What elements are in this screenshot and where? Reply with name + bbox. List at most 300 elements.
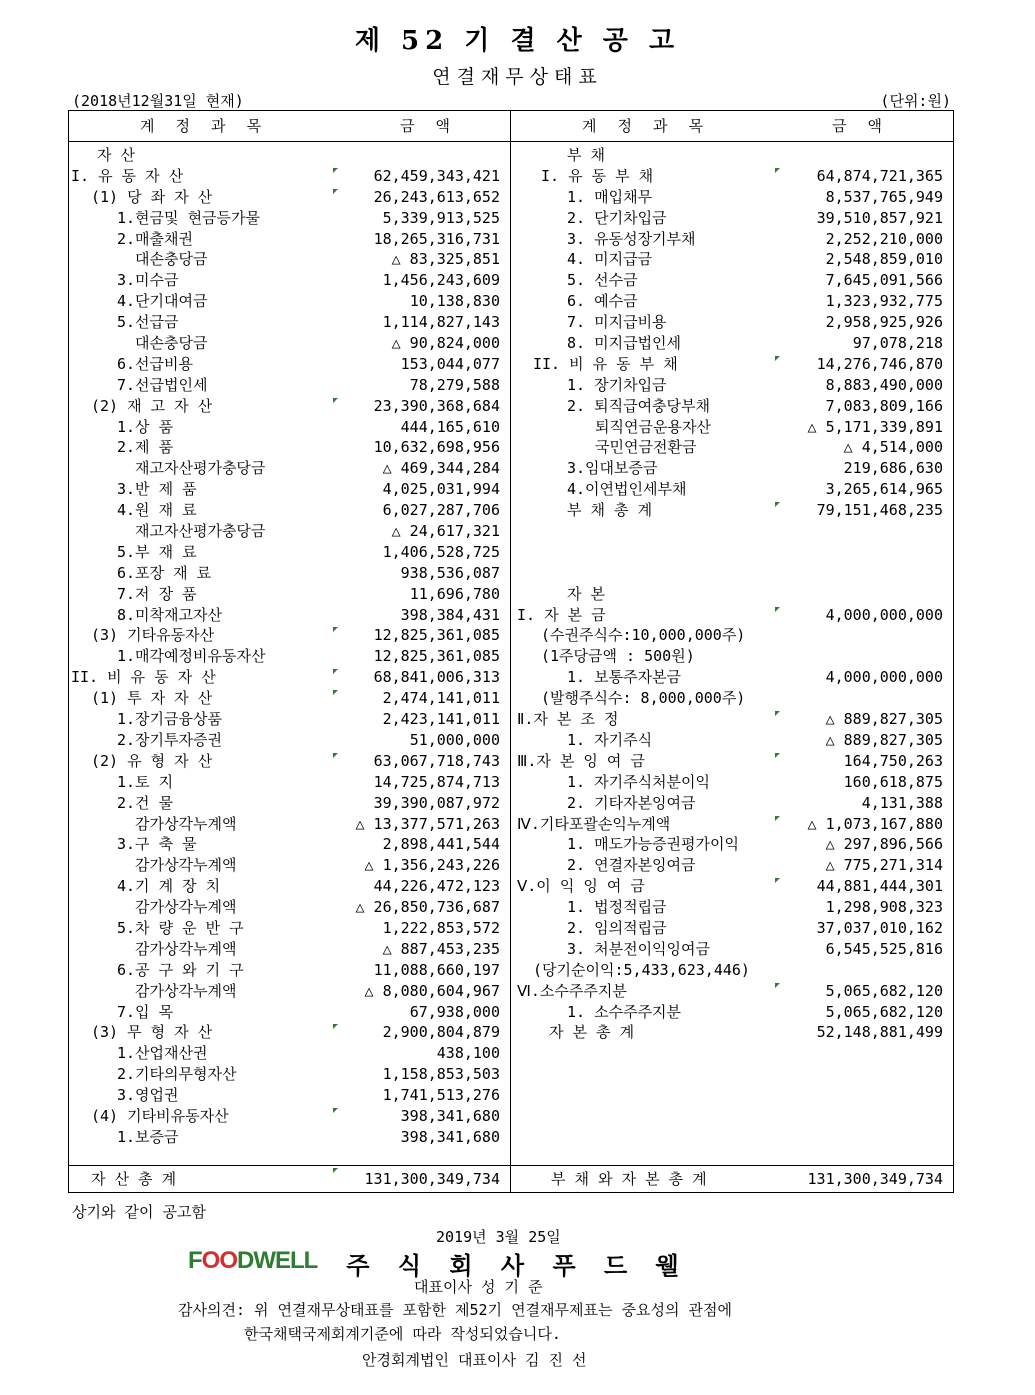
right-amount: 219,686,630 [843,459,943,478]
right-row [511,646,953,667]
right-row [511,542,953,563]
left-account-label: 2.매출채권 [117,229,194,248]
right-row [511,187,953,208]
right-account-label: 1. 자기주식처분이익 [567,772,711,791]
left-amount: △ 1,356,243,226 [364,856,500,875]
right-amount: △ 297,896,566 [825,835,943,854]
left-amount: △ 887,453,235 [382,939,500,958]
right-amount: △ 1,073,167,880 [807,814,943,833]
left-account-label: 7.선급법인세 [117,375,208,394]
right-account-label: 7. 미지급비용 [567,313,667,332]
left-row [69,208,510,229]
currency-unit: (단위:원) [880,92,951,110]
left-row [69,437,510,458]
left-account-label: 8.미착재고자산 [117,605,223,624]
right-amount: 2,548,859,010 [825,250,943,269]
left-amount: 12,825,361,085 [373,647,500,666]
left-row [69,939,510,960]
total-liabilities-equity-row [511,1166,954,1193]
right-row [511,396,953,417]
left-amount: 6,027,287,706 [382,501,500,520]
right-amount: 7,645,091,566 [825,271,943,290]
right-account-label: I. 유 동 부 채 [541,166,654,185]
left-row [69,625,510,646]
right-account-label: 국민연금전환금 [595,438,697,457]
left-account-label: 대손충당금 [135,334,208,353]
right-account-label: 1. 장기차입금 [567,375,667,394]
right-row [511,417,953,438]
left-amount: △ 13,377,571,263 [355,814,500,833]
left-row [69,1064,510,1085]
right-account-label: Ⅱ.자 본 조 정 [517,710,619,729]
left-account-label: (1) 투 자 자 산 [91,689,213,708]
right-row [511,1022,953,1043]
left-row [69,1043,510,1064]
right-account-label: 3.임대보증금 [567,459,658,478]
left-account-label: 7.저 장 품 [117,584,197,603]
right-amount: 4,131,388 [861,793,943,812]
left-row [69,981,510,1002]
company-logo: FOODWELL [188,1247,318,1274]
left-amount: △ 24,617,321 [391,522,500,541]
left-account-label: 2.제 품 [117,438,174,457]
right-account-label: I. 자 본 금 [517,605,606,624]
left-row [69,166,510,187]
left-row [69,646,510,667]
left-amount: 153,044,077 [400,354,500,373]
right-amount: 64,874,721,365 [816,166,943,185]
left-amount: 4,025,031,994 [382,480,500,499]
right-account-label: Ⅵ.소수주주지분 [517,981,627,1000]
left-account-label: 감가상각누계액 [135,898,237,917]
left-account-label: 5.선급금 [117,313,179,332]
right-account-label: Ⅲ.자 본 잉 여 금 [517,751,645,770]
left-account-label: 7.입 목 [117,1002,174,1021]
right-row [511,625,953,646]
right-amount: △ 4,514,000 [843,438,943,457]
right-row [511,876,953,897]
left-account-label: 2.건 물 [117,793,174,812]
right-row [511,605,953,626]
left-row [69,479,510,500]
left-amount: 444,165,610 [400,417,500,436]
right-amount: 44,881,444,301 [816,877,943,896]
right-account-label: 5. 선수금 [567,271,638,290]
right-account-label: 2. 연결자본잉여금 [567,856,696,875]
right-row [511,814,953,835]
right-account-label: Ⅴ.이 익 잉 여 금 [517,877,645,896]
right-row [511,500,953,521]
left-amount: 5,339,913,525 [382,208,500,227]
right-account-label: 2. 기타자본잉여금 [567,793,696,812]
mark-icon [775,753,780,758]
left-row [69,563,510,584]
right-account-label: 부 채 총 계 [567,501,653,520]
right-amount: 8,883,490,000 [825,375,943,394]
right-account-label: 1. 소수주주지분 [567,1002,682,1021]
right-amount: 164,750,263 [843,751,943,770]
left-amount: 62,459,343,421 [373,166,500,185]
right-account-label: 자 본 총 계 [549,1023,635,1042]
right-account-label: 1. 자기주식 [567,730,653,749]
right-amount: 5,065,682,120 [825,1002,943,1021]
right-account-label: II. 비 유 동 부 채 [533,354,678,373]
left-row [69,291,510,312]
right-row [511,354,953,375]
right-row [511,688,953,709]
auditor-name: 안경회계법인 대표이사 김 진 선 [362,1351,587,1369]
left-amount: 68,841,006,313 [373,668,500,687]
right-row [511,834,953,855]
left-row [69,730,510,751]
left-row [69,855,510,876]
mark-icon [333,690,338,695]
right-account-label: 3. 유동성장기부채 [567,229,696,248]
left-amount: 2,900,804,879 [382,1023,500,1042]
left-account-label: 4.단기대여금 [117,292,208,311]
right-row [511,939,953,960]
right-row [511,855,953,876]
left-account-label: 감가상각누계액 [135,814,237,833]
right-row [511,563,953,584]
left-account-label: (3) 기타유동자산 [91,626,215,645]
right-account-label: 1. 보통주자본금 [567,668,682,687]
left-row [69,667,510,688]
left-amount: 10,138,830 [409,292,500,311]
left-account-label: 재고자산평가충당금 [135,522,266,541]
right-account-header: 계 정 과 목 [582,117,710,135]
left-account-label: 1.보증금 [117,1127,179,1146]
right-amount: 7,083,809,166 [825,396,943,415]
right-amount: 37,037,010,162 [816,918,943,937]
right-account-label: (당기순이익:5,433,623,446) [533,960,750,979]
right-account-label: (발행주식수: 8,000,000주) [541,689,746,708]
left-account-header: 계 정 과 목 [140,117,268,135]
left-amount: 2,898,441,544 [382,835,500,854]
left-row [69,354,510,375]
right-row [511,981,953,1002]
right-account-label: 2. 단기차입금 [567,208,667,227]
left-account-label: 4.원 재 료 [117,501,197,520]
right-row [511,751,953,772]
left-amount: 1,741,513,276 [382,1086,500,1105]
right-amount: △ 5,171,339,891 [807,417,943,436]
right-amount: 14,276,746,870 [816,354,943,373]
right-account-label: (수권주식수:10,000,000주) [541,626,746,645]
left-amount: 23,390,368,684 [373,396,500,415]
left-amount: 26,243,613,652 [373,187,500,206]
left-account-label: 4.기 계 장 치 [117,877,221,896]
mark-icon [333,753,338,758]
left-amount: △ 90,824,000 [391,334,500,353]
audit-opinion-line-2: 한국채택국제회계기준에 따라 작성되었습니다. [244,1325,561,1343]
report-subtitle: 연결재무상태표 [432,66,603,88]
left-account-label: (3) 무 형 자 산 [91,1023,213,1042]
left-row [69,500,510,521]
left-amount: 1,158,853,503 [382,1065,500,1084]
right-account-label: 2. 임의적립금 [567,918,667,937]
right-row [511,270,953,291]
left-amount: 67,938,000 [409,1002,500,1021]
total-liabilities-equity-label: 부 채 와 자 본 총 계 [551,1170,707,1188]
left-account-label: (2) 재 고 자 산 [91,396,213,415]
right-amount: 4,000,000,000 [825,668,943,687]
left-account-label: 5.차 량 운 반 구 [117,918,244,937]
left-account-label: 3.영업권 [117,1086,179,1105]
right-account-label: 4.이연법인세부채 [567,480,687,499]
left-row [69,584,510,605]
left-account-label: II. 비 유 동 자 산 [71,668,216,687]
left-row [69,897,510,918]
notice-text: 상기와 같이 공고함 [72,1203,206,1221]
right-amount: 1,323,932,775 [825,292,943,311]
right-row [511,145,953,166]
right-header [511,111,954,142]
mark-icon [333,1108,338,1113]
mark-icon [775,711,780,716]
left-row [69,1002,510,1023]
left-account-label: 6.선급비용 [117,354,194,373]
right-row [511,333,953,354]
right-row [511,291,953,312]
left-account-label: 5.부 재 료 [117,542,197,561]
left-amount: 63,067,718,743 [373,751,500,770]
left-amount: 14,725,874,713 [373,772,500,791]
right-row [511,667,953,688]
mark-icon [775,816,780,821]
left-row [69,1106,510,1127]
right-row [511,793,953,814]
left-row [69,270,510,291]
right-account-label: 1. 매입채무 [567,187,653,206]
left-amount: 18,265,316,731 [373,229,500,248]
right-amount: 2,252,210,000 [825,229,943,248]
right-amount: 79,151,468,235 [816,501,943,520]
left-account-label: 자 산 [97,146,136,164]
company-name: 주 식 회 사 푸 드 웰 [346,1251,689,1280]
right-account-label: Ⅳ.기타포괄손익누계액 [517,814,671,833]
left-row [69,1022,510,1043]
left-amount: 1,456,243,609 [382,271,500,290]
left-account-label: 6.공 구 와 기 구 [117,960,244,979]
right-amount: △ 775,271,314 [825,856,943,875]
left-amount: 2,423,141,011 [382,710,500,729]
left-amount: 78,279,588 [409,375,500,394]
left-account-label: 6.포장 재 료 [117,563,212,582]
left-amount: 51,000,000 [409,730,500,749]
left-row [69,876,510,897]
total-assets-label: 자 산 총 계 [91,1170,177,1188]
left-amount: 398,384,431 [400,605,500,624]
right-row [511,249,953,270]
left-account-label: 1.산업재산권 [117,1044,208,1063]
left-row [69,375,510,396]
right-row [511,208,953,229]
left-row [69,751,510,772]
left-account-label: 3.반 제 품 [117,480,197,499]
right-amount: 8,537,765,949 [825,187,943,206]
left-row [69,918,510,939]
left-amount: 1,114,827,143 [382,313,500,332]
right-amount: 39,510,857,921 [816,208,943,227]
as-of-date: (2018년12월31일 현재) [72,92,244,110]
left-amount: 398,341,680 [400,1106,500,1125]
report-title: 제 52 기 결 산 공 고 [354,26,681,56]
left-account-label: 1.현금및 현금등가물 [117,208,261,227]
left-amount: 11,088,660,197 [373,960,500,979]
right-row [511,584,953,605]
total-liabilities-equity-value: 131,300,349,734 [807,1170,943,1188]
left-amount: △ 469,344,284 [382,459,500,478]
right-row [511,960,953,981]
right-amount: 3,265,614,965 [825,480,943,499]
left-row [69,814,510,835]
left-account-label: 감가상각누계액 [135,939,237,958]
mark-icon [333,168,338,173]
left-row [69,417,510,438]
left-account-label: 3.미수금 [117,271,179,290]
ceo-name: 대표이사 성 기 준 [414,1278,543,1296]
left-row [69,1127,510,1148]
right-row [511,521,953,542]
left-account-label: 1.장기금융상품 [117,710,223,729]
left-account-label: 재고자산평가충당금 [135,459,266,478]
right-amount: 2,958,925,926 [825,313,943,332]
left-amount: △ 83,325,851 [391,250,500,269]
left-amount: 1,406,528,725 [382,542,500,561]
left-account-label: I. 유 동 자 산 [71,166,184,185]
right-row [511,772,953,793]
left-amount: 39,390,087,972 [373,793,500,812]
right-row [511,709,953,730]
left-amount-header: 금 액 [400,117,457,135]
mark-icon [333,627,338,632]
left-account-label: 1.토 지 [117,772,174,791]
left-row [69,249,510,270]
mark-icon [775,356,780,361]
assets-column [69,142,511,1166]
left-account-label: (1) 당 좌 자 산 [91,187,213,206]
mark-icon [775,168,780,173]
right-row [511,479,953,500]
right-account-label: 1. 법정적립금 [567,898,667,917]
right-row [511,897,953,918]
left-amount: 11,696,780 [409,584,500,603]
left-row [69,772,510,793]
right-amount: △ 889,827,305 [825,710,943,729]
left-amount: 398,341,680 [400,1127,500,1146]
mark-icon [333,1168,338,1173]
right-row [511,166,953,187]
left-account-label: 3.구 축 물 [117,835,197,854]
right-row [511,730,953,751]
right-row [511,229,953,250]
left-account-label: (4) 기타비유동자산 [91,1106,229,1125]
left-amount: △ 8,080,604,967 [364,981,500,1000]
right-account-label: 4. 미지급금 [567,250,653,269]
left-account-label: 1.상 품 [117,417,174,436]
left-amount: 1,222,853,572 [382,918,500,937]
left-row [69,145,510,166]
left-amount: 44,226,472,123 [373,877,500,896]
mark-icon [775,607,780,612]
right-account-label: 8. 미지급법인세 [567,334,682,353]
mark-icon [775,502,780,507]
right-row [511,375,953,396]
left-amount: 12,825,361,085 [373,626,500,645]
left-row [69,793,510,814]
right-account-label: 6. 예수금 [567,292,638,311]
left-amount: 10,632,698,956 [373,438,500,457]
left-row [69,834,510,855]
left-row [69,960,510,981]
left-account-label: 1.매각예정비유동자산 [117,647,266,666]
left-row [69,605,510,626]
left-row [69,542,510,563]
right-row [511,312,953,333]
left-amount: △ 26,850,736,687 [355,898,500,917]
mark-icon [775,983,780,988]
mark-icon [775,878,780,883]
mark-icon [333,189,338,194]
left-row [69,333,510,354]
right-amount: △ 889,827,305 [825,730,943,749]
mark-icon [333,1024,338,1029]
right-amount-header: 금 액 [832,117,889,135]
left-account-label: 2.기타의무형자산 [117,1065,237,1084]
notice-date: 2019년 3월 25일 [436,1228,561,1246]
left-amount: 2,474,141,011 [382,689,500,708]
mark-icon [333,398,338,403]
right-amount: 4,000,000,000 [825,605,943,624]
right-account-label: 2. 퇴직급여충당부채 [567,396,711,415]
right-amount: 97,078,218 [852,334,943,353]
right-account-label: 자 본 [567,584,606,603]
right-account-label: (1주당금액 : 500원) [541,647,695,666]
right-row [511,458,953,479]
right-row [511,918,953,939]
left-row [69,187,510,208]
balance-sheet-table [68,110,954,1193]
left-row [69,229,510,250]
right-row [511,437,953,458]
left-amount: 438,100 [436,1044,500,1063]
left-account-label: 감가상각누계액 [135,856,237,875]
liabilities-equity-column [511,142,954,1166]
right-account-label: 부 채 [567,146,606,164]
right-amount: 52,148,881,499 [816,1023,943,1042]
right-amount: 1,298,908,323 [825,898,943,917]
left-header [69,111,511,142]
left-row [69,688,510,709]
right-row [511,1002,953,1023]
mark-icon [333,669,338,674]
left-account-label: (2) 유 형 자 산 [91,751,213,770]
right-account-label: 퇴직연금운용자산 [595,417,711,436]
left-amount: 938,536,087 [400,563,500,582]
total-assets-value: 131,300,349,734 [364,1170,500,1188]
left-account-label: 대손충당금 [135,250,208,269]
right-account-label: 1. 매도가능증권평가이익 [567,835,739,854]
left-row [69,1085,510,1106]
total-assets-row [69,1166,511,1193]
right-amount: 5,065,682,120 [825,981,943,1000]
left-account-label: 감가상각누계액 [135,981,237,1000]
left-account-label: 2.장기투자증권 [117,730,223,749]
right-account-label: 3. 처분전이익잉여금 [567,939,711,958]
left-row [69,521,510,542]
left-row [69,709,510,730]
